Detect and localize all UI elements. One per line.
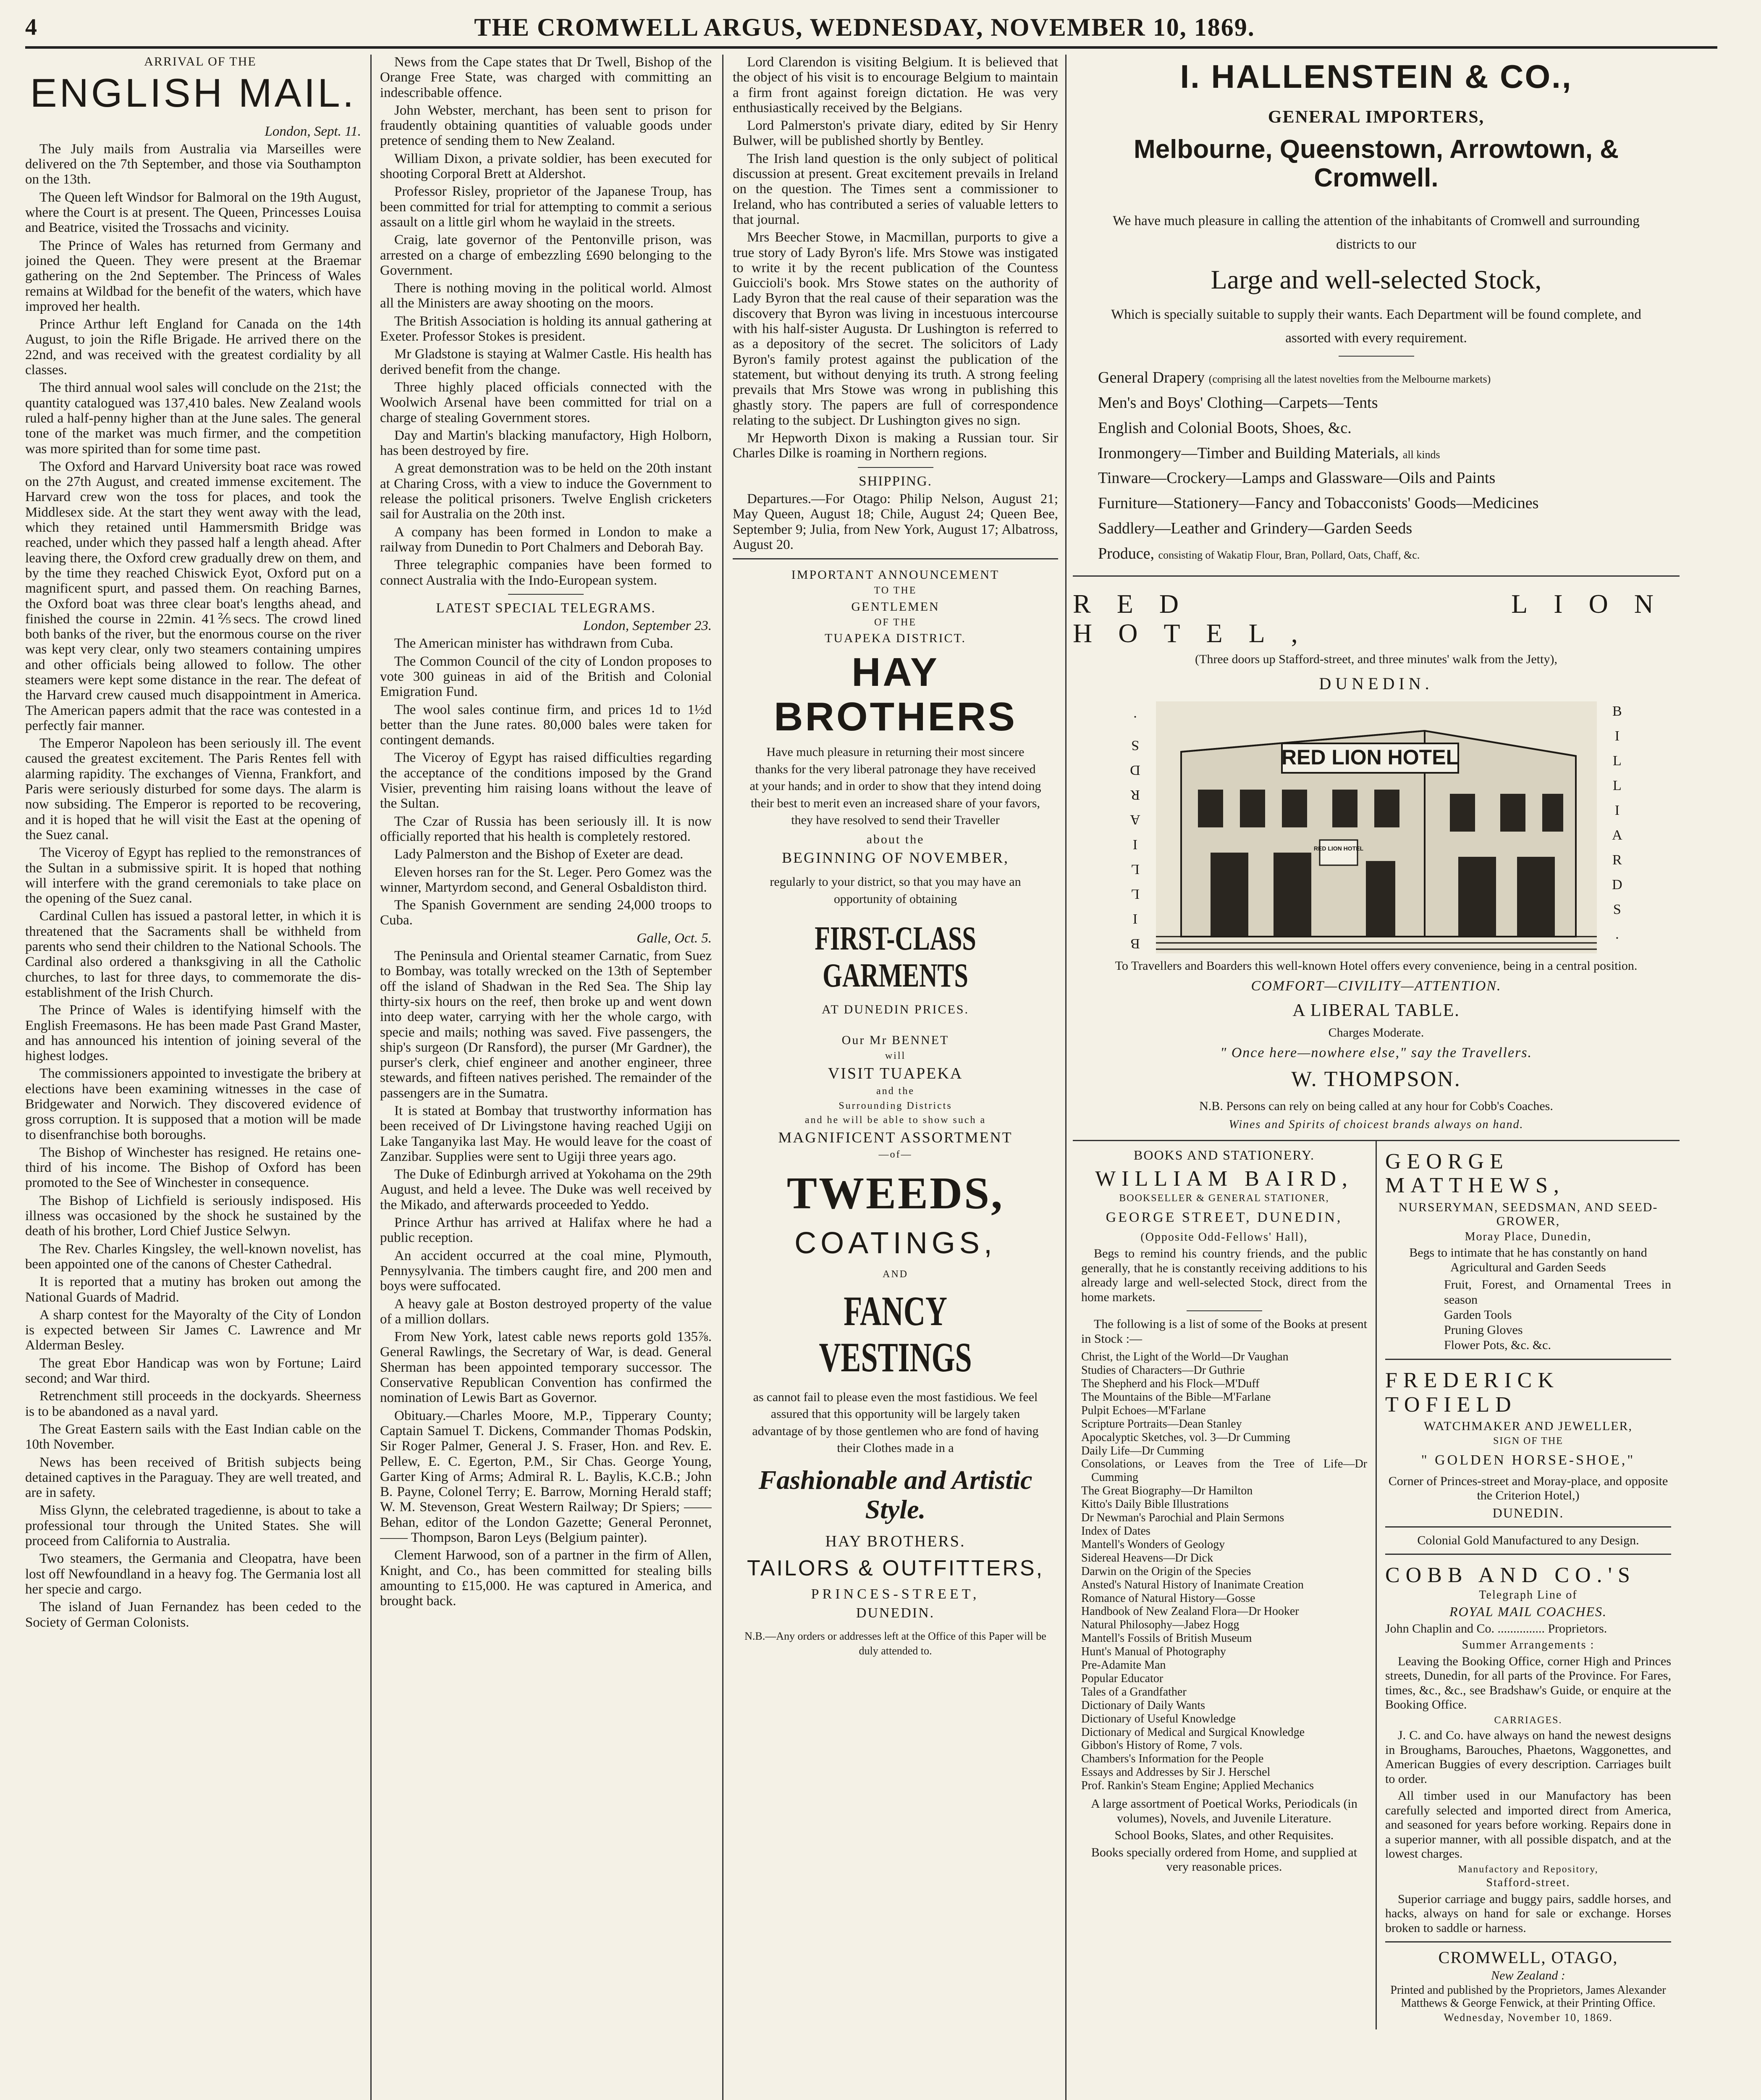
book-item: Darwin on the Origin of the Species xyxy=(1081,1564,1251,1578)
tofield-gold: Colonial Gold Manufactured to any Design. xyxy=(1417,1533,1639,1547)
news-items xyxy=(380,55,712,588)
telegram-items xyxy=(380,636,712,928)
ad-heading: IMPORTANT ANNOUNCEMENT xyxy=(791,568,1000,582)
matthews-ad xyxy=(1385,1150,1671,1353)
article-body xyxy=(25,142,361,1630)
paragraph: There is nothing moving in the political world. Almost all the Ministers are away shooting on the moors. xyxy=(380,281,712,311)
ad-body: Have much pleasure in returning their most sincere thanks for the very liberal patronage they have received at your hands; and in order to show that they intend doing their best to merit even an increased share of your favors, they have resolved to send their Traveller xyxy=(749,745,1041,827)
red-lion-city: DUNEDIN. xyxy=(1319,674,1433,693)
hallenstein-stock: Large and well-selected Stock, xyxy=(1211,264,1542,294)
book-item: Hunt's Manual of Photography xyxy=(1081,1645,1226,1659)
paragraph: The Peninsula and Oriental steamer Carnatic, from Suez to Bombay, was totally wrecked on the 13th of September off the island of Shadwan in the Red Sea. The Ship lay thirty-six hours on the reef, then broke up and went down into deep water, carrying with her the whole cargo, with specie and mails; nothing was saved. Five passengers, the ship's surgeon (Dr Ransford), the purser (Mr Gardner), the purser's clerk, chief engineer and another engineer, three stewards, and fifteen natives perished. The remainder of the passengers are in the Sumatra. xyxy=(380,948,712,1101)
ad-line: BEGINNING OF NOVEMBER, xyxy=(782,849,1009,866)
galle-items xyxy=(380,948,712,1609)
paragraph: Professor Risley, proprietor of the Japanese Troup, has been committed for trial for attempting to commit a serious assault on a little girl whom he waylaid in the streets. xyxy=(380,184,712,230)
book-item: Popular Educator xyxy=(1081,1672,1164,1685)
column-rule xyxy=(722,55,723,2100)
matthews-list xyxy=(1385,1277,1671,1353)
paragraph: News has been received of British subjects being detained captives in the Paraguay. They are well treated, and are in safety. xyxy=(25,1454,361,1501)
cobb-text4: Superior carriage and buggy pairs, saddle horses, and hacks, always on hand for sale or exchange. Horses broken to saddle or harness. xyxy=(1385,1892,1671,1935)
paragraph: A great demonstration was to be held on the 20th instant at Charing Cross, with a view to induce the Government to release the political prisoners. Twelve English cricketers sail for Australia on the 20th inst. xyxy=(380,461,712,522)
book-item: Dr Newman's Parochial and Plain Sermons xyxy=(1081,1511,1284,1525)
paragraph: The great Ebor Handicap was won by Fortune; Laird second; and War third. xyxy=(25,1355,361,1386)
imprint-country: New Zealand : xyxy=(1491,1969,1565,1983)
book-item: Daily Life—Dr Cumming xyxy=(1081,1444,1204,1457)
red-lion-nb: N.B. Persons can rely on being called at any hour for Cobb's Coaches. xyxy=(1199,1099,1553,1113)
tofield-trade: WATCHMAKER AND JEWELLER, xyxy=(1423,1419,1633,1433)
imprint-text: Printed and published by the Proprietors, James Alexander Matthews & George Fenwick, at their Printing Office. xyxy=(1390,1984,1666,2010)
ad-line: and he will be able to show such a xyxy=(805,1115,986,1126)
column-advertisements xyxy=(1073,55,1680,2100)
paragraph: Lady Palmerston and the Bishop of Exeter are dead. xyxy=(394,847,684,862)
ad-line: Our Mr BENNET xyxy=(841,1033,949,1047)
paragraph: It is reported that a mutiny has broken out among the National Guards of Madrid. xyxy=(25,1274,361,1305)
cobb-summer: Summer Arrangements : xyxy=(1462,1638,1595,1651)
book-item: Dictionary of Useful Knowledge xyxy=(1081,1712,1236,1725)
list-item: Fruit, Forest, and Ornamental Trees in season xyxy=(1444,1278,1671,1307)
book-item: Natural Philosophy—Jabez Hogg xyxy=(1081,1618,1240,1632)
baird-text3: School Books, Slates, and other Requisites. xyxy=(1114,1828,1334,1843)
book-item: Pulpit Echoes—M'Farlane xyxy=(1081,1404,1206,1417)
column-english-mail xyxy=(25,55,361,2100)
baird-text4: Books specially ordered from Home, and supplied at very reasonable prices. xyxy=(1091,1845,1357,1874)
article-kicker: ARRIVAL OF THE xyxy=(144,55,257,68)
paragraph: Three highly placed officials connected with the Woolwich Arsenal have been committed for trial on a charge of stealing Government stores. xyxy=(380,379,712,425)
hotel-illustration xyxy=(1156,701,1597,953)
paragraph: The Spanish Government are sending 24,000 troops to Cuba. xyxy=(380,898,712,928)
paragraph: Craig, late governor of the Pentonville prison, was arrested on a charge of embezzling £690 belonging to the Government. xyxy=(380,232,712,278)
billiards-vertical: BILLIARDS. xyxy=(1127,704,1143,952)
ad-line: and the xyxy=(876,1086,915,1097)
paragraph: Mrs Beecher Stowe, in Macmillan, purports to give a true story of Lady Byron's life. Mrs Stowe was instigated to write it by the recent publication of the Countess Guiccioli's book. Mrs Stowe states on the authority of Lady Byron that the real cause of their separation was the discovery that Byron was living in incestuous intercourse with his half-sister Augusta. Dr Lushington is referred to as a depository of the secret. The solicitors of Lady Byron's family protest against the publication of the statement, but without denying its truth. A strong feeling prevails that Mrs Stowe was wrong in publishing this ghastly story. The papers are full of correspondence relating to the subject. Dr Lushington gives no sign. xyxy=(733,230,1058,428)
page-header xyxy=(25,8,1717,49)
paragraph: The Prince of Wales is identifying himself with the English Freemasons. He has been made Past Grand Master, and has announced his intention of joining several of the highest lodges. xyxy=(25,1003,361,1064)
paragraph: Lord Clarendon is visiting Belgium. It is believed that the object of his visit is to encourage Belgium to maintain a firm front against foreign dictation. He was very enthusiastically received by the Belgians. xyxy=(733,55,1058,116)
baird-name: WILLIAM BAIRD, xyxy=(1095,1167,1353,1191)
paragraph: Miss Glynn, the celebrated tragedienne, is about to take a professional tour through the United States. She will proceed from California to Australia. xyxy=(25,1503,361,1549)
ad-line: AT DUNEDIN PRICES. xyxy=(822,1003,969,1017)
paragraph: Retrenchment still proceeds in the dockyards. Sheerness is to be abandoned as a naval yard. xyxy=(25,1389,361,1419)
paragraph: The Viceroy of Egypt has raised difficulties regarding the acceptance of the conditions imposed by the Grand Visier, preventing him raising loans without the leave of the Sultan. xyxy=(380,750,712,811)
book-item: Dictionary of Medical and Surgical Knowledge xyxy=(1081,1725,1305,1739)
paragraph: Two steamers, the Germania and Cleopatra, have been lost off Newfoundland in a heavy fog. The Germania lost all her specie and cargo. xyxy=(25,1551,361,1597)
tofield-sign-of: SIGN OF THE xyxy=(1493,1435,1563,1446)
book-item: Romance of Natural History—Gosse xyxy=(1081,1591,1255,1605)
column-rule xyxy=(1065,55,1067,2100)
paragraph: The American minister has withdrawn from Cuba. xyxy=(394,636,673,651)
paragraph: Mr Hepworth Dixon is making a Russian tour. Sir Charles Dilke is roaming in Northern regions. xyxy=(733,430,1058,461)
baird-ad xyxy=(1073,1141,1377,2029)
paragraph: It is stated at Bombay that trustworthy information has been received of Dr Livingstone having reached Ugiji on Lake Tanganyika last May. He would leave for the coast of Zanzibar. Supplies were sent to Ugiji three years ago. xyxy=(380,1103,712,1164)
book-item: Essays and Addresses by Sir J. Herschel xyxy=(1081,1766,1271,1779)
hallenstein-trade: GENERAL IMPORTERS, xyxy=(1268,107,1485,127)
book-item: Handbook of New Zealand Flora—Dr Hooker xyxy=(1081,1605,1299,1618)
paragraph: Day and Martin's blacking manufactory, High Holborn, has been destroyed by fire. xyxy=(380,428,712,459)
book-item: Scripture Portraits—Dean Stanley xyxy=(1081,1417,1242,1431)
ad-line: TO THE xyxy=(874,585,917,596)
goods-item: Men's and Boys' Clothing—Carpets—Tents xyxy=(1098,394,1378,412)
shipping-text: Departures.—For Otago: Philip Nelson, August 21; May Queen, August 18; Chile, August 24; Queen Bee, September 9; Julia, from New York, August 17; Albatross, August 20. xyxy=(733,491,1058,552)
cobb-factory: Manufactory and Repository, xyxy=(1458,1864,1599,1875)
telegrams-title: LATEST SPECIAL TELEGRAMS. xyxy=(436,600,656,616)
red-lion-quote: " Once here—nowhere else," say the Travellers. xyxy=(1220,1045,1533,1060)
paragraph: Prince Arthur has arrived at Halifax where he had a public reception. xyxy=(380,1215,712,1246)
baird-list-intro: The following is a list of some of the Books at present in Stock :— xyxy=(1081,1317,1367,1346)
cobb-ad xyxy=(1385,1554,1671,1935)
book-item: Mantell's Fossils of British Museum xyxy=(1081,1632,1252,1645)
hallenstein-text: We have much pleasure in calling the attention of the inhabitants of Cromwell and surrounding districts to our xyxy=(1113,213,1640,252)
goods-item: Saddlery—Leather and Grindery—Garden Seeds xyxy=(1098,519,1412,537)
column-news-and-ad xyxy=(733,55,1058,2100)
book-item: The Mountains of the Bible—M'Farlane xyxy=(1081,1390,1271,1404)
ad-city: DUNEDIN. xyxy=(856,1605,935,1621)
paragraph: The Bishop of Winchester has resigned. He retains one-third of his income. The Bishop of Oxford has been promoted to the See of Winchester in consequence. xyxy=(25,1144,361,1191)
book-item: The Shepherd and his Flock—M'Duff xyxy=(1081,1377,1260,1390)
paragraph: The Viceroy of Egypt has replied to the remonstrances of the Sultan in a submissive spirit. It is hoped that nothing will interfere with the grand ceremonials to take place on the opening of the Suez canal. xyxy=(25,845,361,906)
baird-text: Begs to remind his country friends, and the public generally, that he is constantly receiving additions to his already large and well-selected Stock, direct from the home markets. xyxy=(1081,1247,1367,1304)
book-item: Prof. Rankin's Steam Engine; Applied Mechanics xyxy=(1081,1779,1314,1793)
paragraph: The Rev. Charles Kingsley, the well-known novelist, has been appointed one of the canons of Chester Cathedral. xyxy=(25,1241,361,1272)
ad-fancy-vestings: FANCY VESTINGS xyxy=(819,1287,972,1381)
ad-line: will xyxy=(885,1050,906,1062)
ad-line: GENTLEMEN xyxy=(851,599,940,614)
book-item: The Great Biography—Dr Hamilton xyxy=(1081,1484,1253,1498)
paragraph: An accident occurred at the coal mine, Plymouth, Pennysylvania. The timbers caught fire, and 200 men and boys were suffocated. xyxy=(380,1248,712,1294)
cobb-name: COBB AND CO.'S xyxy=(1385,1563,1636,1588)
paragraph: William Dixon, a private soldier, has been executed for shooting Corporal Brett at Aldershot. xyxy=(380,151,712,182)
paragraph: The Duke of Edinburgh arrived at Yokohama on the 29th August, and held a levee. The Duke was well received by the Mikado, and afterwards proceeded to Yeddo. xyxy=(380,1167,712,1213)
cobb-royal: ROYAL MAIL COACHES. xyxy=(1449,1604,1607,1620)
shipping-title: SHIPPING. xyxy=(859,473,932,489)
ad-style-line: Fashionable and Artistic Style. xyxy=(758,1465,1032,1525)
paragraph: Cardinal Cullen has issued a pastoral letter, in which it is threatened that the Sacraments shall be withheld from parents who send their children to the National Schools. The Cardinal also ordered a thanksgiving in all the Catholic churches, to last for three days, to commemorate the dis-establishment of the Irish Church. xyxy=(25,908,361,1000)
news-items xyxy=(733,55,1058,461)
matthews-name: GEORGE MATTHEWS, xyxy=(1385,1150,1565,1198)
galle-dateline: Galle, Oct. 5. xyxy=(637,930,712,946)
ad-garments: FIRST-CLASS GARMENTS xyxy=(815,920,976,995)
red-lion-wines: Wines and Spirits of choicest brands always on hand. xyxy=(1229,1118,1524,1131)
paragraph: The Irish land question is the only subject of political discussion at present. Great excitement prevails in Ireland on the question. The Times sent a commissioner to Ireland, who has contributed a series of valuable letters to that journal. xyxy=(733,151,1058,227)
goods-item: Produce, consisting of Wakatip Flour, Bran, Pollard, Oats, Chaff, &c. xyxy=(1098,544,1420,562)
ad-line: VISIT TUAPEKA xyxy=(828,1064,963,1082)
matthews-trade: NURSERYMAN, SEEDSMAN, AND SEED-GROWER, xyxy=(1398,1200,1658,1228)
books-list xyxy=(1081,1350,1367,1793)
tofield-ad xyxy=(1385,1359,1671,1548)
imprint xyxy=(1385,1941,1671,2024)
ad-firm-name: HAY BROTHERS xyxy=(774,649,1017,739)
paragraph: Clement Harwood, son of a partner in the firm of Allen, Knight, and Co., has been committed for stealing bills amounting to £15,000. He was captured in America, and brought back. xyxy=(380,1548,712,1609)
list-item: Flower Pots, &c. &c. xyxy=(1444,1338,1551,1352)
imprint-date: Wednesday, November 10, 1869. xyxy=(1444,2011,1613,2024)
paragraph: The Great Eastern sails with the East Indian cable on the 10th November. xyxy=(25,1421,361,1452)
ad-note: N.B.—Any orders or addresses left at the Office of this Paper will be duly attended to. xyxy=(744,1630,1046,1657)
cobb-carriages: CARRIAGES. xyxy=(1494,1714,1562,1726)
column-news xyxy=(380,55,712,2100)
red-lion-proprietor: W. THOMPSON. xyxy=(1291,1067,1461,1092)
article-title: ENGLISH MAIL. xyxy=(30,71,356,116)
baird-street: GEORGE STREET, DUNEDIN, xyxy=(1106,1210,1343,1225)
list-item: Garden Tools xyxy=(1444,1308,1512,1322)
book-item: Christ, the Light of the World—Dr Vaughan xyxy=(1081,1350,1289,1364)
paragraph: The Oxford and Harvard University boat race was rowed on the 27th August, and created immense excitement. The Harvard crew won the toss for places, and took the Middlesex side. At the start they went away with the lead, which they retained until Hammersmith Bridge was reached, under which they passed half a length ahead. After leaving there, the Oxford crew gradually drew on them, and by the time they reached Chiswick Eyot, Oxford put on a magnificent spurt, and passed them. On reaching Barnes, the Oxford boat was three clear boat's lengths ahead, and finished the course in 22min. 41⅖secs. The crowd lined both banks of the river, but the enormous course on the river was kept very clear, only two steamers containing umpires and other officials being allowed to follow. The other steamers were kept some distance in the rear. The defeat of the Harvard crew caused much disappointment in America. The American papers admit that the race was contested in a perfectly fair manner. xyxy=(25,459,361,733)
column-rule xyxy=(370,55,372,2100)
cobb-factory-place: Stafford-street. xyxy=(1486,1876,1570,1889)
red-lion-title: RED LION HOTEL, xyxy=(1073,588,1680,648)
baird-cap: BOOKS AND STATIONERY. xyxy=(1134,1147,1315,1163)
paragraph: Prince Arthur left England for Canada on the 14th August, to join the Rifle Brigade. He arrived there on the 22nd, and was received with the greatest cordiality by all classes. xyxy=(25,317,361,378)
ad-line: Surrounding Districts xyxy=(839,1100,952,1111)
tofield-name: FREDERICK TOFIELD xyxy=(1385,1368,1559,1417)
ad-line: MAGNIFICENT ASSORTMENT xyxy=(778,1129,1013,1146)
paragraph: The Bishop of Lichfield is seriously indisposed. His illness was occasioned by the shock he sustained by the death of his brother, Lord Chief Justice Selwyn. xyxy=(25,1193,361,1239)
ad-tweeds: TWEEDS, xyxy=(786,1168,1004,1218)
billiards-vertical: BILLIARDS. xyxy=(1609,704,1625,952)
hallenstein-places: Melbourne, Queenstown, Arrowtown, & Cromwell. xyxy=(1133,134,1619,193)
book-item: Gibbon's History of Rome, 7 vols. xyxy=(1081,1739,1242,1752)
red-lion-ad xyxy=(1073,589,1680,1132)
ad-trade: TAILORS & OUTFITTERS, xyxy=(747,1556,1044,1580)
ad-body: as cannot fail to please even the most fastidious. We feel assured that this opportunity will be largely taken advantage of by those gentlemen who are fond of having their Clothes made in a xyxy=(752,1390,1039,1455)
cobb-text2: J. C. and Co. have always on hand the newest designs in Broughams, Barouches, Phaetons, Waggonettes, and American Buggies of every description. Carriages built to order. xyxy=(1385,1728,1671,1786)
paragraph: The island of Juan Fernandez has been ceded to the Society of German Colonists. xyxy=(25,1599,361,1630)
book-item: Sidereal Heavens—Dr Dick xyxy=(1081,1551,1213,1564)
book-item: Kitto's Daily Bible Illustrations xyxy=(1081,1498,1229,1511)
ad-signature: HAY BROTHERS. xyxy=(825,1532,966,1550)
hallenstein-ad xyxy=(1073,59,1680,563)
paragraph: The Queen left Windsor for Balmoral on the 19th August, where the Court is at present. The Queen, Princesses Louisa and Beatrice, visited the Trossachs and vicinity. xyxy=(25,189,361,236)
baird-text2: A large assortment of Poetical Works, Periodicals (in volumes), Novels, and Juvenile Literature. xyxy=(1091,1797,1357,1825)
tofield-sign: " GOLDEN HORSE-SHOE," xyxy=(1421,1452,1635,1468)
paragraph: John Webster, merchant, has been sent to prison for fraudently obtaining quantities of valuable goods under pretence of sending them to New Zealand. xyxy=(380,102,712,149)
page-number: 4 xyxy=(25,14,37,40)
paragraph: A sharp contest for the Mayoralty of the City of London is expected between Sir James C. Lawrence and Mr Alderman Besley. xyxy=(25,1307,361,1353)
paragraph: Three telegraphic companies have been formed to connect Australia with the Indo-European system. xyxy=(380,557,712,588)
paragraph: Obituary.—Charles Moore, M.P., Tipperary County; Captain Samuel T. Dickens, Commander Thomas Podskin, Sir Roger Palmer, General J. S. Fraser, Hon. and Rev. E. Pellew, E. C. Egerton, P.M., Sir Chas. George Young, Garter King of Arms; Admiral R. L. Baylis, K.C.B.; John B. Payne, Colonel Terry; E. Barrow, Morning Herald staff; W. M. Stevenson, Great Western Railway; Dr Spiers; —— Behan, editor of the London Gazette; General Peronnet, —— Thompson, Baron Leys (Belgium painter). xyxy=(380,1408,712,1546)
telegrams-dateline: London, September 23. xyxy=(583,618,712,634)
red-lion-text: To Travellers and Boarders this well-known Hotel offers every convenience, being in a central position. xyxy=(1115,959,1638,973)
masthead: THE CROMWELL ARGUS, WEDNESDAY, NOVEMBER 10, 1869. xyxy=(474,13,1255,41)
book-item: Pre-Adamite Man xyxy=(1081,1659,1166,1672)
right-ads xyxy=(1377,1141,1680,2029)
baird-trade: BOOKSELLER & GENERAL STATIONER, xyxy=(1119,1192,1329,1204)
ad-body: regularly to your district, so that you may have an opportunity of obtaining xyxy=(770,875,1021,906)
list-item: Pruning Gloves xyxy=(1444,1323,1523,1337)
matthews-place: Moray Place, Dunedin, xyxy=(1465,1230,1592,1243)
paragraph: The Czar of Russia has been seriously ill. It is now officially reported that his health is completely restored. xyxy=(380,814,712,844)
paragraph: A company has been formed in London to make a railway from Dunedin to Port Chalmers and Deborah Bay. xyxy=(380,524,712,555)
book-item: Studies of Characters—Dr Guthrie xyxy=(1081,1364,1245,1377)
paragraph: News from the Cape states that Dr Twell, Bishop of the Orange Free State, was charged with committing an indescribable offence. xyxy=(380,55,712,100)
red-lion-sub: (Three doors up Stafford-street, and three minutes' walk from the Jetty), xyxy=(1195,652,1557,667)
ad-coatings: COATINGS, xyxy=(794,1226,996,1260)
cobb-line: Telegraph Line of xyxy=(1479,1588,1578,1602)
book-item: Dictionary of Daily Wants xyxy=(1081,1698,1205,1712)
imprint-place: CROMWELL, OTAGO, xyxy=(1438,1948,1618,1967)
ad-line: —of— xyxy=(878,1149,912,1160)
paragraph: A heavy gale at Boston destroyed property of the value of a million dollars. xyxy=(380,1296,712,1327)
book-item: Apocalyptic Sketches, vol. 3—Dr Cumming xyxy=(1081,1431,1290,1444)
book-item: Consolations, or Leaves from the Tree of Life—Dr Cumming xyxy=(1081,1457,1367,1484)
tofield-place: Corner of Princes-street and Moray-place, and opposite the Criterion Hotel,) xyxy=(1388,1474,1668,1503)
goods-list xyxy=(1073,369,1680,562)
cobb-text1: Leaving the Booking Office, corner High and Princes streets, Dunedin, for all parts of the Province. For Fares, times, &c., &c., see Bradshaw's Guide, or enquire at the Booking Office. xyxy=(1385,1654,1671,1712)
tofield-city: DUNEDIN. xyxy=(1492,1505,1564,1520)
paragraph: The British Association is holding its annual gathering at Exeter. Professor Stokes is president. xyxy=(380,313,712,344)
cobb-text3: All timber used in our Manufactory has been carefully selected and imported direct from America, and seasoned for years before working. Repairs done in a superior manner, with all possible dispatch, and at the lowest charges. xyxy=(1385,1789,1671,1861)
hay-brothers-ad xyxy=(733,568,1058,1662)
matthews-text: Begs to intimate that he has constantly on hand Agricultural and Garden Seeds xyxy=(1409,1246,1647,1274)
small-sign: RED LION HOTEL xyxy=(1313,845,1363,852)
book-item: Chambers's Information for the People xyxy=(1081,1752,1264,1766)
paragraph: From New York, latest cable news reports gold 135⅞. General Rawlings, the Secretary of War, is dead. General Sherman has been appointed temporary successor. The Conservative Republican Convention has confirmed the nomination of Lewis Bart as Governor. xyxy=(380,1329,712,1406)
book-item: Mantell's Wonders of Geology xyxy=(1081,1538,1225,1551)
paragraph: The July mails from Australia via Marseilles were delivered on the 7th September, and those via Southampton on the 13th. xyxy=(25,141,361,187)
goods-item: General Drapery (comprising all the latest novelties from the Melbourne markets) xyxy=(1098,369,1491,387)
book-item: Tales of a Grandfather xyxy=(1081,1685,1187,1698)
paragraph: Eleven horses ran for the St. Leger. Pero Gomez was the winner, Martyrdom second, and General Osbaldiston third. xyxy=(380,864,712,895)
paragraph: Mr Gladstone is staying at Walmer Castle. His health has derived benefit from the change. xyxy=(380,346,712,377)
baird-opp: (Opposite Odd-Fellows' Hall), xyxy=(1140,1231,1308,1244)
dateline: London, Sept. 11. xyxy=(265,123,361,139)
hotel-sign: RED LION HOTEL xyxy=(1281,746,1459,769)
goods-item: Tinware—Crockery—Lamps and Glassware—Oils and Paints xyxy=(1098,469,1496,487)
ad-line: AND xyxy=(883,1268,908,1280)
paragraph: The Common Council of the city of London proposes to vote 300 guineas in aid of the British and Colonial Emigration Fund. xyxy=(380,654,712,700)
paragraph: The commissioners appointed to investigate the bribery at elections have been examining witnesses in the case of Bridgewater and Norwich. They discovered evidence of gross corruption. It is supposed that a motion will be made to disenfranchise both boroughs. xyxy=(25,1066,361,1142)
hallenstein-text: Which is specially suitable to supply their wants. Each Department will be found complete, and assorted with every requirement. xyxy=(1111,307,1641,346)
red-lion-charges: Charges Moderate. xyxy=(1328,1025,1424,1040)
paragraph: Lord Palmerston's private diary, edited by Sir Henry Bulwer, will be published shortly by Bentley. xyxy=(733,118,1058,149)
ad-line: TUAPEKA DISTRICT. xyxy=(824,631,967,645)
red-lion-motto: COMFORT—CIVILITY—ATTENTION. xyxy=(1251,978,1502,994)
ad-line: OF THE xyxy=(874,617,917,628)
paragraph: The third annual wool sales will conclude on the 21st; the quantity catalogued was 137,410 bales. New Zealand wools ruled a half-penny higher than at the June sales. The general tone of the market was much firmer, and the competition was more spirited than for some time past. xyxy=(25,380,361,457)
hallenstein-name: I. HALLENSTEIN & CO., xyxy=(1180,58,1572,95)
book-item: Index of Dates xyxy=(1081,1524,1150,1538)
cobb-prop: John Chaplin and Co. ............... Proprietors. xyxy=(1385,1622,1607,1636)
paragraph: The Emperor Napoleon has been seriously ill. The event caused the greatest excitement. The Paris Rentes fell with alarming rapidity. The exchanges of Vienna, Frankfort, and Paris were seriously disturbed for some days. The alarm is now subsiding. The Emperor is reported to be recovering, and it is hoped that he will visit the East at the opening of the Suez canal. xyxy=(25,736,361,843)
paragraph: The Prince of Wales has returned from Germany and joined the Queen. They were present at the Braemar gathering on the 2nd September. The Princess of Wales remains at Wildbad for the benefit of the waters, which have improved her health. xyxy=(25,238,361,314)
goods-item: Furniture—Stationery—Fancy and Tobacconists' Goods—Medicines xyxy=(1098,494,1539,512)
paragraph: The wool sales continue firm, and prices 1d to 1½d better than the June rates. 80,000 bales were taken for contingent demands. xyxy=(380,702,712,748)
goods-item: English and Colonial Boots, Shoes, &c. xyxy=(1098,419,1352,437)
red-lion-table: A LIBERAL TABLE. xyxy=(1292,1000,1460,1020)
book-item: Ansted's Natural History of Inanimate Creation xyxy=(1081,1578,1304,1591)
ad-line: about the xyxy=(866,832,925,846)
goods-item: Ironmongery—Timber and Building Materials, all kinds xyxy=(1098,444,1440,462)
ad-street: PRINCES-STREET, xyxy=(811,1586,980,1602)
